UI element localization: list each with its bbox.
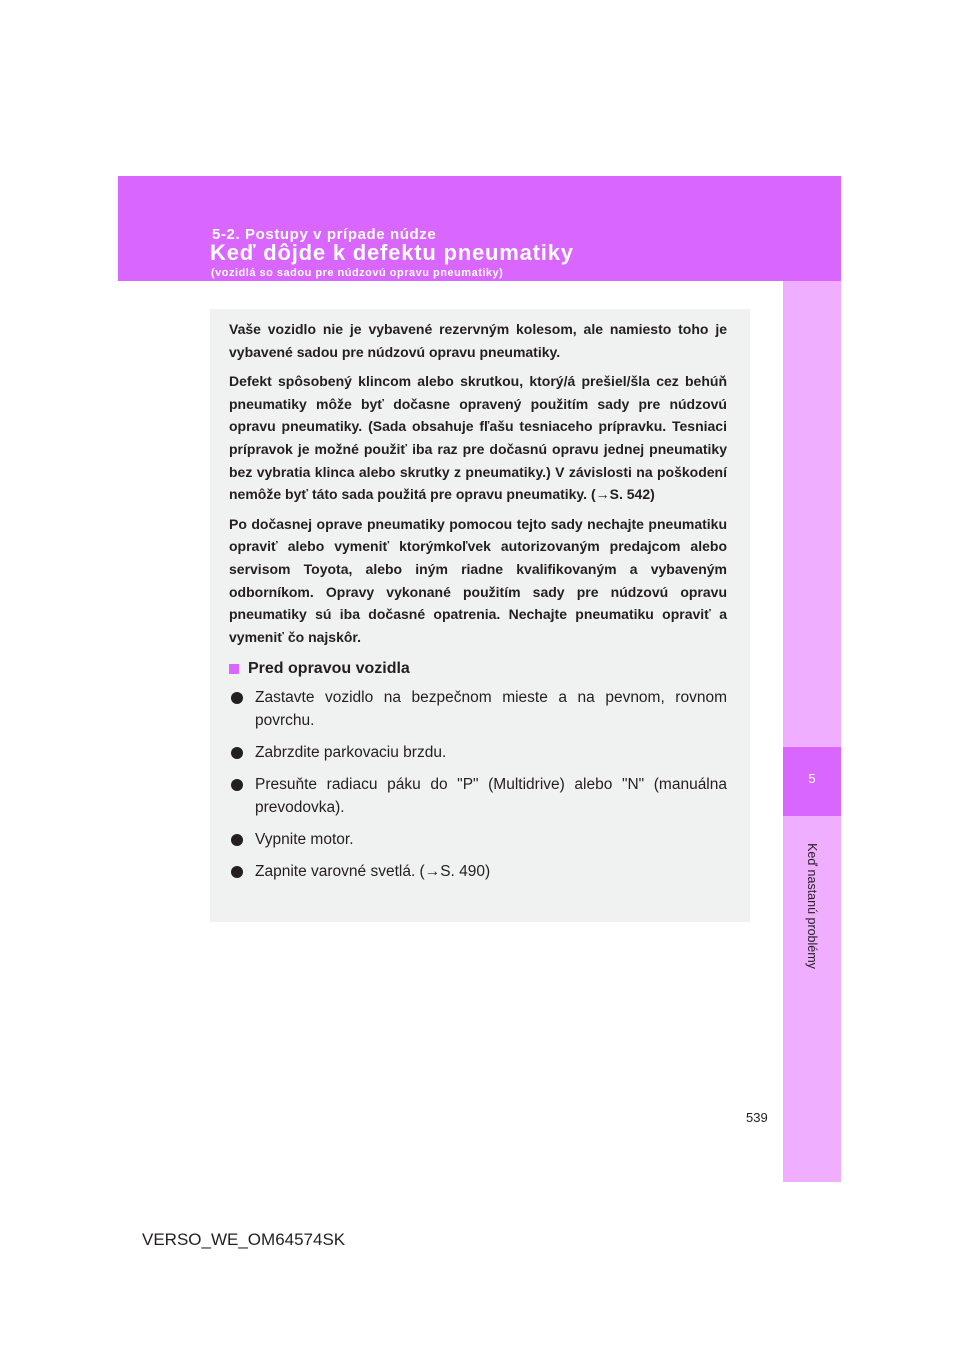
content-inner <box>229 318 727 892</box>
content-box <box>210 309 750 922</box>
intro-paragraph: Defekt spôsobený klincom alebo skrutkou, ktorý/á prešiel/šla cez behúň pneumatiky môže byť dočasne opravený použitím sady pre núdzovú opravu pneumatiky. (Sada obsahuje fľašu tesniaceho prípravku. Tesniaci prípravok je možné použiť iba raz pre dočasnú opravu jednej pneumatiky bez vybratia klinca alebo skrutky z pneumatiky.) V závislosti na poškodení nemôže byť táto sada použitá pre opravu pneumatiky. (→S. 542) <box>229 373 727 503</box>
page-header <box>118 176 841 281</box>
list-item <box>229 741 727 764</box>
intro-paragraph: Po dočasnej oprave pneumatiky pomocou tejto sady nechajte pneumatiku opraviť alebo vymeniť ktorýmkoľvek autorizovaným predajcom alebo servisom Toyota, alebo iným riadne kvalifikovaným a vybaveným odborníkom. Opravy vykonané použitím sady pre núdzovú opravu pneumatiky sú iba dočasné opatrenia. Nechajte pneumatiku opraviť a vymeniť čo najskôr. <box>229 515 727 645</box>
intro-paragraph: Vaše vozidlo nie je vybavené rezervným kolesom, ale namiesto toho je vybavené sadou pre núdzovú opravu pneumatiky. <box>229 321 727 360</box>
section-heading-text: Pred opravou vozidla <box>248 660 410 678</box>
chapter-number-box <box>783 747 841 816</box>
list-item <box>229 773 727 819</box>
list-item-text: Zastavte vozidlo na bezpečnom mieste a na pevnom, rovnom povrchu. <box>255 689 727 730</box>
list-item-text: Zapnite varovné svetlá. (→S. 490) <box>255 863 491 881</box>
square-bullet-icon <box>229 664 239 674</box>
list-item-text: Presuňte radiacu páku do "P" (Multidrive) alebo "N" (manuálna prevodovka). <box>255 776 727 817</box>
list-item <box>229 686 727 732</box>
page-subtitle: (vozidlá so sadou pre núdzovú opravu pneumatiky) <box>211 267 504 279</box>
list-item <box>229 828 727 851</box>
bullet-list <box>229 686 727 883</box>
document-code: VERSO_WE_OM64574SK <box>142 1230 346 1249</box>
page-title: Keď dôjde k defektu pneumatiky <box>210 240 574 265</box>
page-number: 539 <box>746 1110 768 1125</box>
bullet-dot-icon <box>231 747 243 759</box>
bullet-dot-icon <box>231 692 243 704</box>
chapter-title: Keď nastanú problémy <box>805 843 819 969</box>
list-item-text: Zabrzdite parkovaciu brzdu. <box>255 744 447 762</box>
bullet-dot-icon <box>231 834 243 846</box>
chapter-side-tab <box>783 281 841 1182</box>
bullet-dot-icon <box>231 866 243 878</box>
list-item <box>229 860 727 883</box>
list-item-text: Vypnite motor. <box>255 831 354 849</box>
section-heading <box>229 660 727 678</box>
chapter-number: 5 <box>808 771 816 786</box>
section-label: 5-2. Postupy v prípade núdze <box>212 226 437 243</box>
bullet-dot-icon <box>231 779 243 791</box>
